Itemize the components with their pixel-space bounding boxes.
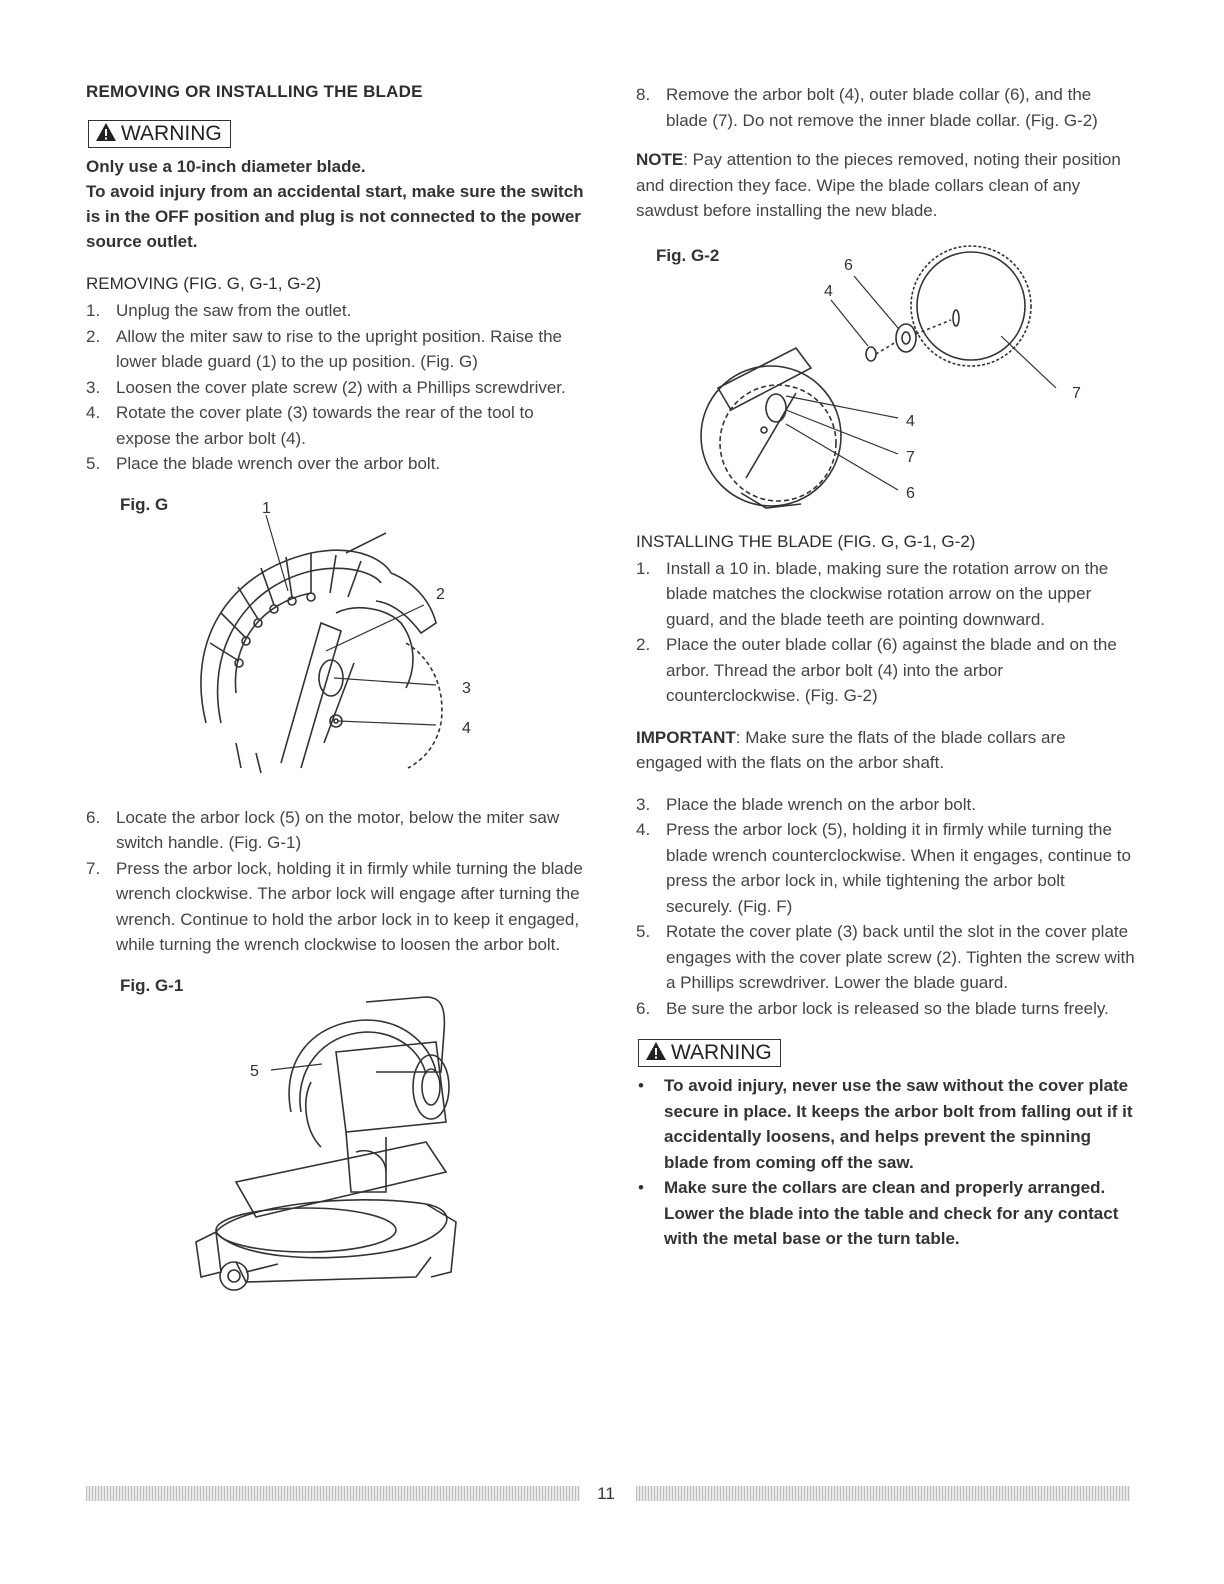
fig-g2-callout: 7 [1072,384,1081,402]
list-item: 1. Install a 10 in. blade, making sure the rotation arrow on the blade matches the clockwise rotation arrow on the upper guard, and the blade teeth are pointing downward. [636,558,1109,629]
fig-g2-callout: 6 [906,484,915,502]
warning-bullets [636,1073,1136,1252]
fig-g1-callout: 5 [250,1062,259,1080]
warning-box-2 [638,1039,781,1067]
removing-step-8 [636,82,1136,133]
important-lead: IMPORTANT [636,727,736,747]
footer-bar-right [636,1486,1130,1501]
removing-title: REMOVING (FIG. G, G-1, G-2) [86,274,322,293]
removing-steps-continued [86,805,586,958]
footer-bar-left [86,1486,580,1501]
list-item: 7. Press the arbor lock, holding it in firmly while turning the blade wrench clockwise. The arbor lock will engage after turning the wrench. Continue to hold the arbor lock in to keep it engaged, while turning the wrench clockwise to loosen the arbor bolt. [86,858,583,954]
fig-g2-callout: 4 [906,412,915,430]
list-item: 3. Loosen the cover plate screw (2) with a Phillips screwdriver. [86,377,566,397]
fig-g-callout: 4 [462,719,471,737]
fig-g-callout: 2 [436,585,445,603]
warning-label: WARNING [121,122,222,145]
fig-g-callout: 3 [462,679,471,697]
warning-triangle-icon [645,1041,667,1061]
section-title: REMOVING OR INSTALLING THE BLADE [86,82,423,101]
installing-steps [636,556,1136,709]
note-paragraph: NOTE: Pay attention to the pieces removed, noting their position and direction they face. Wipe the blade collars clean of any sawdust before installing the new blade. [636,150,1121,220]
list-item: • To avoid injury, never use the saw without the cover plate secure in place. It keeps the arbor bolt from falling out if it accidentally loosens, and helps prevent the spinning blade from coming off the saw. [638,1076,1133,1172]
warning-box [88,120,231,148]
page-number: 11 [597,1484,615,1503]
fig-g1-illustration [86,972,586,1302]
list-item: 1. Unplug the saw from the outlet. [86,301,352,320]
fig-g-callout: 1 [262,499,271,517]
list-item: 3. Place the blade wrench on the arbor bolt. [636,794,976,814]
list-item: 4. Press the arbor lock (5), holding it in firmly while turning the blade wrench counterclockwise. When it engages, continue to press the arbor lock in, while tightening the arbor bolt securely. (Fig. F) [636,820,1131,916]
warning-triangle-icon [95,122,117,142]
warning-line-2: To avoid injury from an accidental start, make sure the switch is in the OFF position and plug is not connected to the power source outlet. [86,182,584,251]
figure-g1 [86,972,586,1302]
removing-steps [86,298,586,477]
list-item: 5. Place the blade wrench over the arbor bolt. [86,454,441,473]
fig-g1-label: Fig. G-1 [120,975,184,995]
list-item: 8. Remove the arbor bolt (4), outer blade collar (6), and the blade (7). Do not remove the inner blade collar. (Fig. G-2) [636,85,1098,130]
warning-label: WARNING [671,1041,772,1064]
fig-g2-callout: 7 [906,448,915,466]
important-paragraph: IMPORTANT: Make sure the flats of the blade collars are engaged with the flats on the arbor shaft. [636,727,1066,772]
fig-g-illustration [86,493,586,793]
installing-title: INSTALLING THE BLADE (FIG. G, G-1, G-2) [636,531,976,551]
right-column [636,82,1136,1252]
fig-g2-callout: 6 [844,256,853,274]
figure-g2 [636,238,1136,528]
list-item: 5. Rotate the cover plate (3) back until the slot in the cover plate engages with the cover plate screw (2). Tighten the screw with a Phillips screwdriver. Lower the blade guard. [636,922,1135,992]
list-item: 2. Allow the miter saw to rise to the upright position. Raise the lower blade guard (1) to the up position. (Fig. G) [86,326,562,371]
warning-line-1: Only use a 10-inch diameter blade. [86,157,366,176]
list-item: 6. Be sure the arbor lock is released so the blade turns freely. [636,998,1109,1018]
list-item: 4. Rotate the cover plate (3) towards the rear of the tool to expose the arbor bolt (4). [86,403,534,448]
fig-g2-callout: 4 [824,282,833,300]
figure-g [86,493,586,793]
list-item: 2. Place the outer blade collar (6) against the blade and on the arbor. Thread the arbor bolt (4) into the arbor counterclockwise. (Fig. G-2) [636,635,1117,705]
fig-g2-illustration [636,238,1136,528]
installing-steps-continued [636,792,1136,1022]
fig-g-label: Fig. G [120,494,169,514]
left-column [86,82,586,1302]
fig-g2-label: Fig. G-2 [656,245,720,265]
list-item: • Make sure the collars are clean and properly arranged. Lower the blade into the table and check for any contact with the metal base or the turn table. [638,1178,1119,1248]
list-item: 6. Locate the arbor lock (5) on the motor, below the miter saw switch handle. (Fig. G-1) [86,807,560,852]
note-lead: NOTE [636,150,684,169]
